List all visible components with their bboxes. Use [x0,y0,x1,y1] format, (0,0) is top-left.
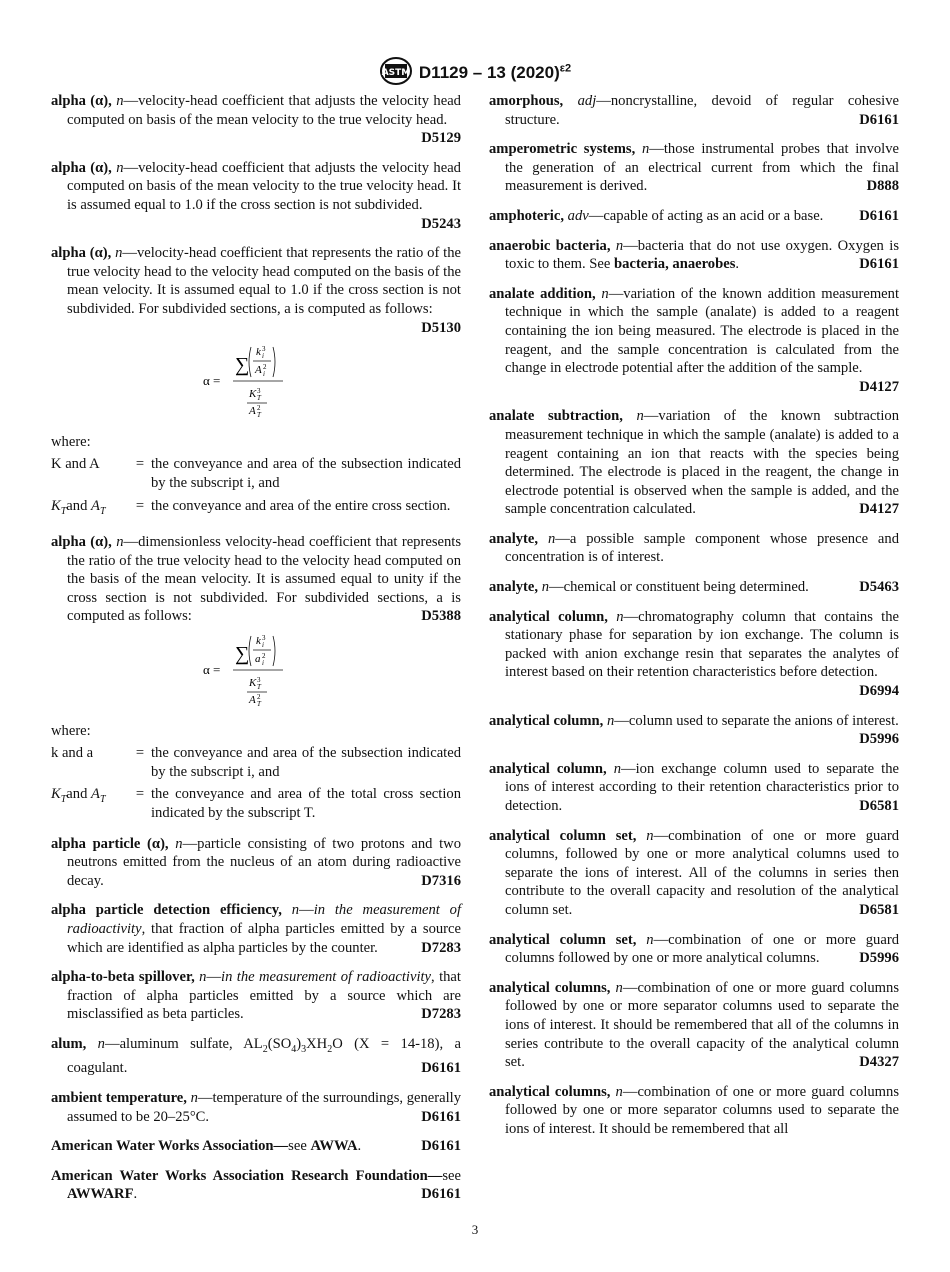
svg-text:k: k [256,346,261,359]
glossary-entry: alum, n—aluminum sulfate, $AL_2(SO_4)_3XH_2O$ (X = 14-18), a coagulant. D6161 [51,1035,461,1077]
glossary-entry: alpha-to-beta spillover, n—in the measurement of radioactivity, that fraction of alpha particles emitted by a source which are misclassified as beta particles. D7283 [51,969,461,1023]
glossary-entry: alpha particle (α), n—particle consisting of two protons and two neutrons emitted from the nucleus of an atom during radioactive decay. D7316 [51,835,461,889]
svg-text:a: a [255,652,261,665]
glossary-entry: amperometric systems, n—those instrumental probes that involve the generation of an electrical current from which the final measurement is derived. D888 [489,141,900,195]
svg-text:∑: ∑ [235,354,250,377]
page-header [0,56,950,91]
svg-text:2: 2 [262,651,266,660]
glossary-entry: American Water Works Association—see AWWA. D6161 [51,1138,461,1155]
svg-text:A: A [249,693,256,706]
glossary-entry: analytical column set, n—combination of one or more guard columns followed by one or more analytical columns. D5996 [489,931,899,967]
svg-text:i: i [262,352,264,361]
svg-text:2: 2 [257,404,261,413]
page-number: 3 [471,1222,479,1237]
svg-text:2: 2 [263,363,267,372]
glossary-entry: amphoteric, adv—capable of acting as an acid or a base. D6161 [489,207,899,224]
where-label: where: [51,722,91,739]
glossary-entry: analate addition, n—variation of the known addition measurement technique in which the sample (analate) is added to a reagent containing the ion being measured. The electrode is placed in the reagent, and the sample concentration is calculated from the change in electrode potential after the addition of the sample. D4127 [489,285,900,395]
variable-definition: k and a = the conveyance and area of the subsection indicated by the subscript i, and [51,745,461,780]
glossary-entry: analytical column, n—chromatography column that contains the stationary phase for separation by ion exchange. The column is packed with anion exchange resin that separates the analytes of interest based on their retention characteristics before detection. D6994 [489,608,899,700]
glossary-entry: alpha (α), n—velocity-head coefficient that adjusts the velocity head computed on basis of the mean velocity to the true velocity head. D5129 [51,93,461,147]
alpha-formula [51,343,461,425]
document-id-superscript: ε2 [559,62,572,75]
svg-text:A: A [255,364,262,377]
svg-text:T: T [257,411,261,420]
alpha-formula [51,632,461,714]
glossary-entry: analytical columns, n—combination of one or more guard columns followed by one or more separator columns used to separate the ions of interest. It should be remembered that all [489,1083,899,1137]
svg-text:3: 3 [262,345,266,354]
svg-text:3: 3 [262,633,266,642]
svg-text:T: T [257,394,261,403]
glossary-entry: analyte, n—chemical or constituent being determined. D5463 [489,579,899,596]
astm-logo-icon [379,56,413,91]
svg-text:T: T [257,682,261,691]
svg-text:i: i [263,370,265,379]
glossary-entry: alpha (α), n—velocity-head coefficient that represents the ratio of the true velocity head to the velocity head computed on the basis of the mean velocity. It is assumed equal to 1.0 if the cross section is not subdivided. For subdivided sections, a is computed as follows: D5130 [51,245,461,336]
glossary-entry: analytical column, n—column used to separate the anions of interest. D5996 [489,712,899,748]
svg-text:α =: α = [203,373,221,389]
glossary-entry: analate subtraction, n—variation of the known subtraction measurement technique in which the sample (analate) is added to a reagent containing an ion that reacts with the species being determined. The electrode is placed in the reagent, the change in electrode potential is observed when the sample is added, and the sample concentration calculated. D4127 [489,408,899,518]
document-id: D1129 – 13 (2020) [418,62,560,82]
svg-text:2: 2 [257,692,261,701]
svg-text:∑: ∑ [235,642,250,665]
glossary-entry: analyte, n—a possible sample component whose presence and concentration is of interest. [489,530,899,566]
left-column [51,92,461,1215]
svg-text:A: A [249,405,256,418]
svg-text:i: i [262,658,264,667]
variable-definition: K and A = the conveyance and area of the subsection indicated by the subscript i, and [51,456,461,491]
svg-text:T: T [257,699,261,708]
svg-text:α =: α = [203,661,221,677]
glossary-entry: analytical columns, n—combination of one or more guard columns followed by one or more separator columns used to separate the ions of interest. It should be remembered that all of the columns in series contribute to the overall capacity of the analytical column set. D4327 [489,979,899,1071]
where-label: where: [51,433,91,450]
glossary-entry: alpha particle detection efficiency, n—in the measurement of radioactivity, that fraction of alpha particles emitted by a source which are identified as alpha particles by the counter. D7283 [51,902,462,956]
svg-text:3: 3 [257,675,261,684]
glossary-entry: amorphous, adj—noncrystalline, devoid of regular cohesive structure. D6161 [489,93,899,128]
glossary-entry: analytical column set, n—combination of one or more guard columns, followed by one or more analytical columns used to separate the ions of interest. All of the columns in series then contribute to the overall capacity and resolution of the analytical column set. D6581 [489,827,899,918]
svg-text:3: 3 [257,387,261,396]
svg-text:ASTM: ASTM [381,68,411,78]
svg-text:i: i [262,640,264,649]
svg-text:k: k [256,634,261,647]
variable-definition: $K_Tand$ $A_T$ = the conveyance and area of the total cross section indicated by the subscript T. [51,786,461,821]
glossary-entry: alpha (α), n—velocity-head coefficient that adjusts the velocity head computed on basis of the mean velocity to the true velocity head. It is assumed equal to 1.0 if the cross section is not subdivided. D5243 [51,159,461,232]
glossary-entry: analytical column, n—ion exchange column used to separate the ions of interest according to their retention characteristics prior to detection. D6581 [489,760,899,814]
variable-definition: $K_Tand$ $A_T$ = the conveyance and area of the entire cross section. [51,497,451,517]
glossary-entry: American Water Works Association Research Foundation—see AWWARF. D6161 [51,1167,461,1203]
glossary-entry: alpha (α), n—dimensionless velocity-head coefficient that represents the ratio of the true velocity head to the velocity head computed on the basis of the mean velocity. It is assumed equal to unity if the cross section is not subdivided. For subdivided sections, a is computed as follows: D5388 [51,534,462,625]
glossary-entry: ambient temperature, n—temperature of the surroundings, generally assumed to be 20–25°C. D6161 [51,1089,461,1125]
svg-text:K: K [249,676,257,689]
glossary-entry: anaerobic bacteria, n—bacteria that do not use oxygen. Oxygen is toxic to them. See bacteria, anaerobes. D6161 [489,237,899,273]
svg-text:K: K [249,388,257,401]
right-column [489,92,899,1150]
